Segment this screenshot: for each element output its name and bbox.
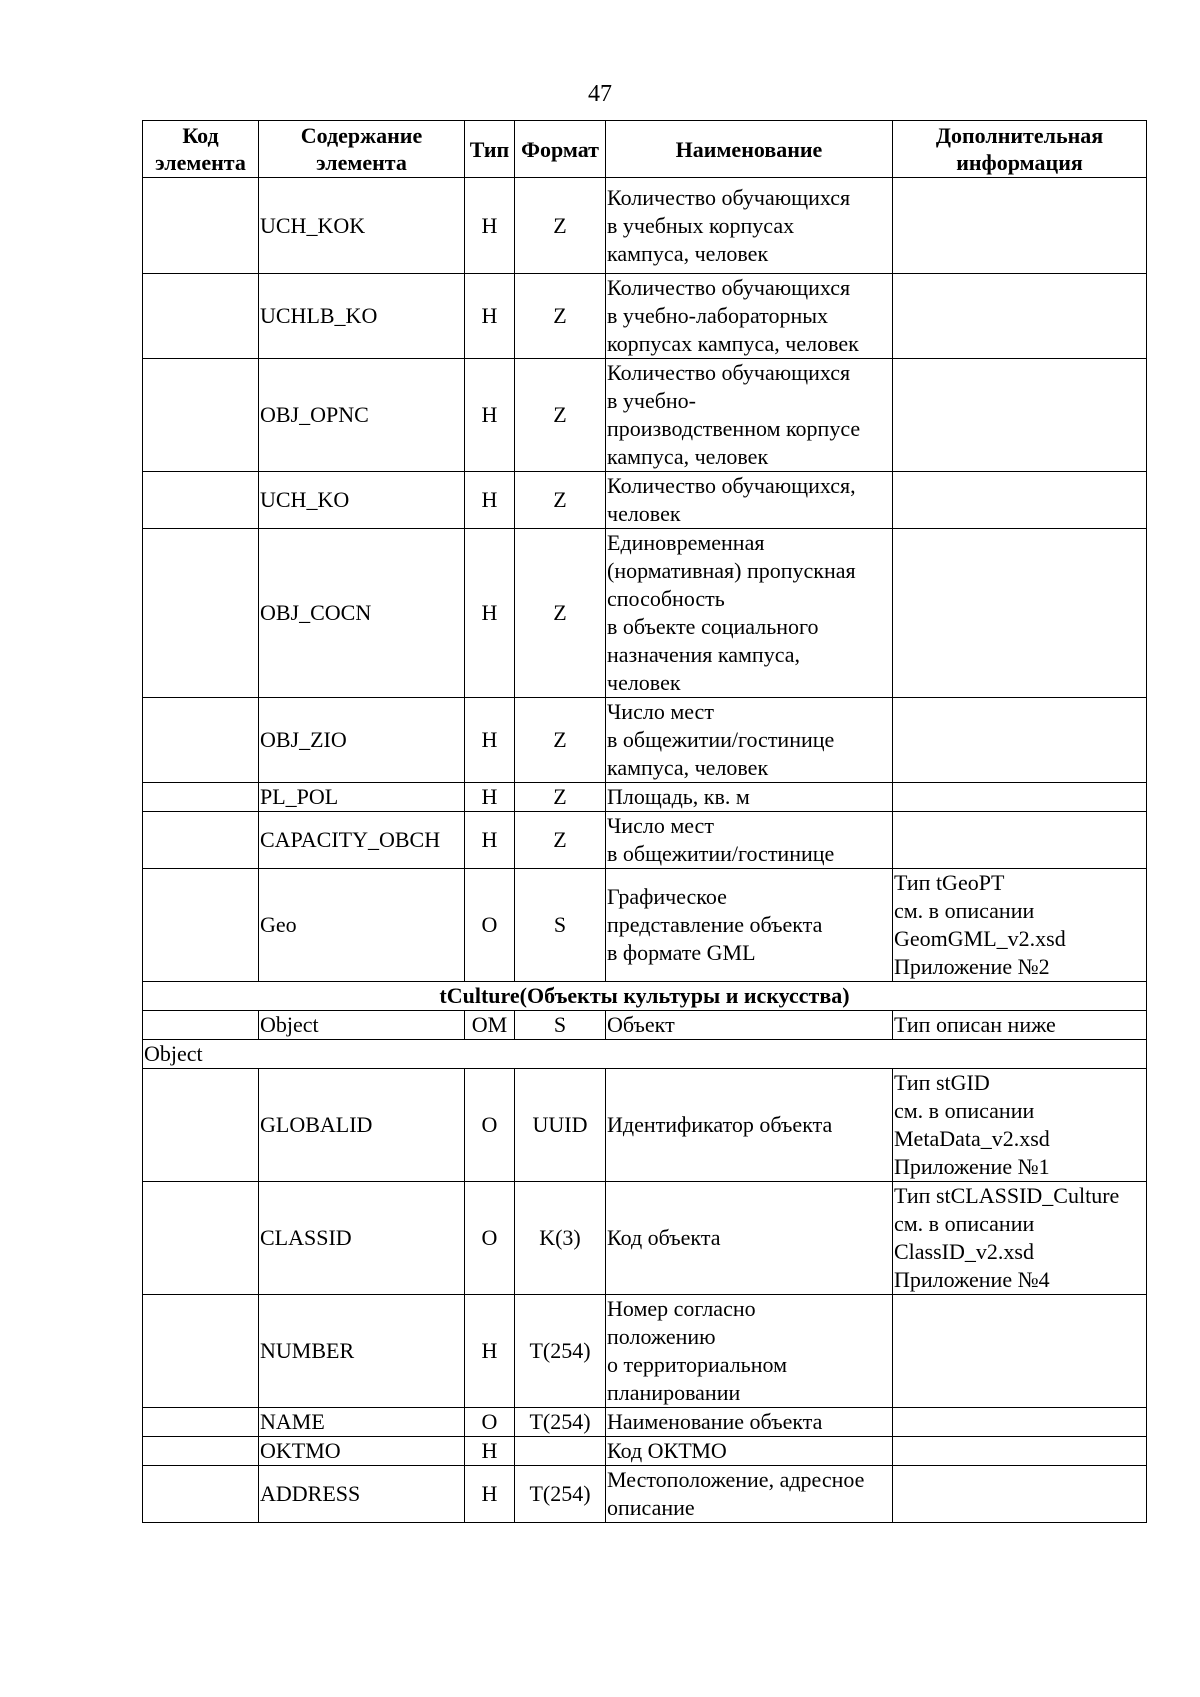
cell-code xyxy=(143,1011,259,1040)
cell-element: GLOBALID xyxy=(259,1069,465,1182)
cell-name: Количество обучающихся в учебно-лабораторных корпусах кампуса, человек xyxy=(606,274,893,359)
cell-code xyxy=(143,1182,259,1295)
cell-format: Z xyxy=(515,178,606,274)
cell-type: О xyxy=(465,1408,515,1437)
cell-code xyxy=(143,529,259,698)
table-row xyxy=(143,359,1147,472)
cell-format: S xyxy=(515,1011,606,1040)
table-row xyxy=(143,698,1147,783)
cell-name: Код объекта xyxy=(606,1182,893,1295)
cell-info xyxy=(893,178,1147,274)
cell-element: UCHLB_KO xyxy=(259,274,465,359)
cell-info xyxy=(893,472,1147,529)
cell-format: Z xyxy=(515,812,606,869)
cell-type: Н xyxy=(465,783,515,812)
cell-format: K(3) xyxy=(515,1182,606,1295)
cell-format: T(254) xyxy=(515,1408,606,1437)
cell-code xyxy=(143,783,259,812)
cell-element: Geo xyxy=(259,869,465,982)
table-header-row xyxy=(143,121,1147,178)
cell-code xyxy=(143,812,259,869)
header-code: Код элемента xyxy=(143,121,259,178)
cell-type: Н xyxy=(465,1466,515,1523)
cell-element: CAPACITY_OBCH xyxy=(259,812,465,869)
element-spec-table xyxy=(142,120,1147,1523)
cell-format: Z xyxy=(515,274,606,359)
cell-info xyxy=(893,1408,1147,1437)
cell-name: Количество обучающихся в учебных корпусах кампуса, человек xyxy=(606,178,893,274)
cell-info xyxy=(893,698,1147,783)
cell-element: NAME xyxy=(259,1408,465,1437)
cell-name: Площадь, кв. м xyxy=(606,783,893,812)
page-number: 47 xyxy=(588,81,612,107)
cell-format: UUID xyxy=(515,1069,606,1182)
cell-type: Н xyxy=(465,472,515,529)
cell-format: Z xyxy=(515,472,606,529)
cell-info xyxy=(893,529,1147,698)
cell-element: ADDRESS xyxy=(259,1466,465,1523)
section-object-row xyxy=(143,1011,1147,1040)
cell-code xyxy=(143,1466,259,1523)
cell-type: Н xyxy=(465,1295,515,1408)
cell-code xyxy=(143,1069,259,1182)
table-row xyxy=(143,1437,1147,1466)
table-row xyxy=(143,1466,1147,1523)
cell-element: OBJ_ZIO xyxy=(259,698,465,783)
cell-name: Идентификатор объекта xyxy=(606,1069,893,1182)
table-body-part2 xyxy=(143,1069,1147,1523)
cell-format: S xyxy=(515,869,606,982)
cell-type: Н xyxy=(465,812,515,869)
cell-element: NUMBER xyxy=(259,1295,465,1408)
cell-info xyxy=(893,1295,1147,1408)
table-row xyxy=(143,1295,1147,1408)
cell-element: UCH_KO xyxy=(259,472,465,529)
cell-code xyxy=(143,1408,259,1437)
group-label-row xyxy=(143,1040,1147,1069)
table-body-part1 xyxy=(143,178,1147,982)
table-row xyxy=(143,812,1147,869)
cell-type: О xyxy=(465,1182,515,1295)
cell-format: Z xyxy=(515,698,606,783)
cell-format: Z xyxy=(515,783,606,812)
group-label: Object xyxy=(143,1040,1147,1069)
cell-format xyxy=(515,1437,606,1466)
cell-name: Объект xyxy=(606,1011,893,1040)
cell-info: Тип описан ниже xyxy=(893,1011,1147,1040)
header-format: Формат xyxy=(515,121,606,178)
cell-element: OKTMO xyxy=(259,1437,465,1466)
cell-name: Графическое представление объекта в формате GML xyxy=(606,869,893,982)
cell-element: Object xyxy=(259,1011,465,1040)
cell-element: CLASSID xyxy=(259,1182,465,1295)
cell-type: Н xyxy=(465,698,515,783)
table-row xyxy=(143,1408,1147,1437)
cell-name: Число мест в общежитии/гостинице кампуса, человек xyxy=(606,698,893,783)
cell-info xyxy=(893,1466,1147,1523)
cell-type: Н xyxy=(465,529,515,698)
cell-type: О xyxy=(465,1069,515,1182)
cell-name: Количество обучающихся в учебно- производственном корпусе кампуса, человек xyxy=(606,359,893,472)
cell-info xyxy=(893,359,1147,472)
cell-info: Тип stCLASSID_Culture см. в описании ClassID_v2.xsd Приложение №4 xyxy=(893,1182,1147,1295)
cell-element: OBJ_COCN xyxy=(259,529,465,698)
cell-info xyxy=(893,783,1147,812)
cell-element: PL_POL xyxy=(259,783,465,812)
table-row xyxy=(143,783,1147,812)
header-element: Содержание элемента xyxy=(259,121,465,178)
cell-name: Наименование объекта xyxy=(606,1408,893,1437)
cell-type: Н xyxy=(465,178,515,274)
cell-info: Тип stGID см. в описании MetaData_v2.xsd Приложение №1 xyxy=(893,1069,1147,1182)
table-row xyxy=(143,1182,1147,1295)
cell-code xyxy=(143,472,259,529)
cell-name: Число мест в общежитии/гостинице xyxy=(606,812,893,869)
cell-info xyxy=(893,274,1147,359)
cell-code xyxy=(143,274,259,359)
section-body xyxy=(143,982,1147,1069)
cell-type: Н xyxy=(465,359,515,472)
table-row xyxy=(143,178,1147,274)
cell-name: Местоположение, адресное описание xyxy=(606,1466,893,1523)
cell-type: Н xyxy=(465,274,515,359)
cell-info xyxy=(893,1437,1147,1466)
cell-format: T(254) xyxy=(515,1466,606,1523)
section-title-row xyxy=(143,982,1147,1011)
cell-code xyxy=(143,1437,259,1466)
cell-code xyxy=(143,698,259,783)
header-info: Дополнительная информация xyxy=(893,121,1147,178)
cell-code xyxy=(143,178,259,274)
cell-element: OBJ_OPNC xyxy=(259,359,465,472)
table-row xyxy=(143,274,1147,359)
cell-code xyxy=(143,359,259,472)
header-name: Наименование xyxy=(606,121,893,178)
cell-code xyxy=(143,1295,259,1408)
table-row xyxy=(143,529,1147,698)
header-type: Тип xyxy=(465,121,515,178)
cell-format: Z xyxy=(515,359,606,472)
cell-info xyxy=(893,812,1147,869)
table-row xyxy=(143,472,1147,529)
cell-name: Код ОКТМО xyxy=(606,1437,893,1466)
cell-code xyxy=(143,869,259,982)
table-row xyxy=(143,1069,1147,1182)
cell-type: ОМ xyxy=(465,1011,515,1040)
cell-name: Единовременная (нормативная) пропускная способность в объекте социального назначения кампуса, человек xyxy=(606,529,893,698)
cell-element: UCH_KOK xyxy=(259,178,465,274)
section-title: tCulture(Объекты культуры и искусства) xyxy=(143,982,1147,1011)
cell-info: Тип tGeoPT см. в описании GeomGML_v2.xsd Приложение №2 xyxy=(893,869,1147,982)
cell-type: Н xyxy=(465,1437,515,1466)
cell-type: О xyxy=(465,869,515,982)
cell-name: Номер согласно положению о территориальном планировании xyxy=(606,1295,893,1408)
cell-format: T(254) xyxy=(515,1295,606,1408)
cell-name: Количество обучающихся, человек xyxy=(606,472,893,529)
table-row xyxy=(143,869,1147,982)
cell-format: Z xyxy=(515,529,606,698)
